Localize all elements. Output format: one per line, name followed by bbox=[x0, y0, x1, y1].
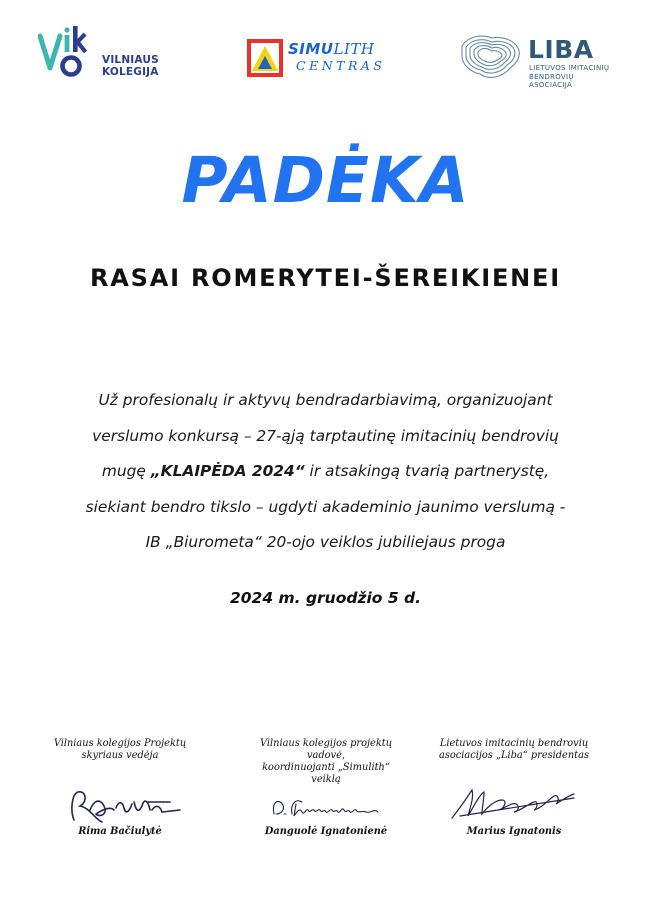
recipient-name: RASAI ROMERYTEI-ŠEREIKIENEI bbox=[90, 264, 561, 292]
liba-subtitle: LIETUVOS IMITACINIŲ BENDROVIŲ ASOCIACIJA bbox=[529, 64, 610, 89]
signatory-name: Marius Ignatonis bbox=[466, 826, 562, 837]
signatory-name: Rima Bačiulytė bbox=[78, 826, 162, 837]
body-line: verslumo konkursą – 27-ąją tarptautinę imitacinių bendrovių bbox=[92, 426, 559, 445]
body-line: IB „Biurometa“ 20-ojo veiklos jubiliejaus proga bbox=[145, 533, 506, 551]
viko-mark-icon bbox=[38, 22, 100, 78]
signatory-role: Vilniaus kolegijos projektų vadovė, koordinuojanti „Simulith“ veiklą bbox=[259, 738, 393, 785]
event-name: „KLAIPĖDA 2024“ bbox=[150, 462, 305, 480]
simulith-triangle-icon bbox=[246, 38, 284, 78]
certificate-date: 2024 m. gruodžio 5 d. bbox=[229, 589, 422, 607]
liba-wordmark: LIBA bbox=[528, 35, 594, 64]
signature-block bbox=[236, 738, 416, 837]
handwritten-signature bbox=[30, 780, 210, 828]
body-line: mugę „KLAIPĖDA 2024“ ir atsakingą tvarią partnerystę, bbox=[101, 462, 550, 480]
signature-block bbox=[30, 738, 210, 837]
vilniaus-kolegija-wordmark: VILNIAUS KOLEGIJA bbox=[102, 54, 159, 78]
simulith-wordmark: SIMULITH bbox=[288, 40, 375, 58]
vilniaus-kolegija-logo bbox=[38, 22, 168, 82]
body-line: siekiant bendro tikslo – ugdyti akademinio jaunimo verslumą - bbox=[85, 497, 566, 516]
lithuania-map-icon bbox=[458, 32, 524, 84]
simulith-centras-logo bbox=[246, 38, 406, 82]
body-line: Už profesionalų ir aktyvų bendradarbiavimą, organizuojant bbox=[98, 391, 553, 409]
signatory-role: Vilniaus kolegijos Projektų skyriaus vedėja bbox=[53, 738, 187, 761]
signatory-name: Danguolė Ignatonienė bbox=[264, 826, 388, 837]
handwritten-signature bbox=[424, 778, 604, 826]
handwritten-signature bbox=[236, 794, 416, 820]
certificate-body bbox=[40, 383, 611, 561]
liba-logo bbox=[458, 32, 618, 89]
signatory-role: Lietuvos imitacinių bendrovių asociacijos „Liba“ presidentas bbox=[439, 738, 589, 761]
signature-block bbox=[424, 738, 604, 837]
certificate-title: PADĖKA bbox=[181, 144, 470, 217]
centras-wordmark: CENTRAS bbox=[296, 58, 386, 73]
